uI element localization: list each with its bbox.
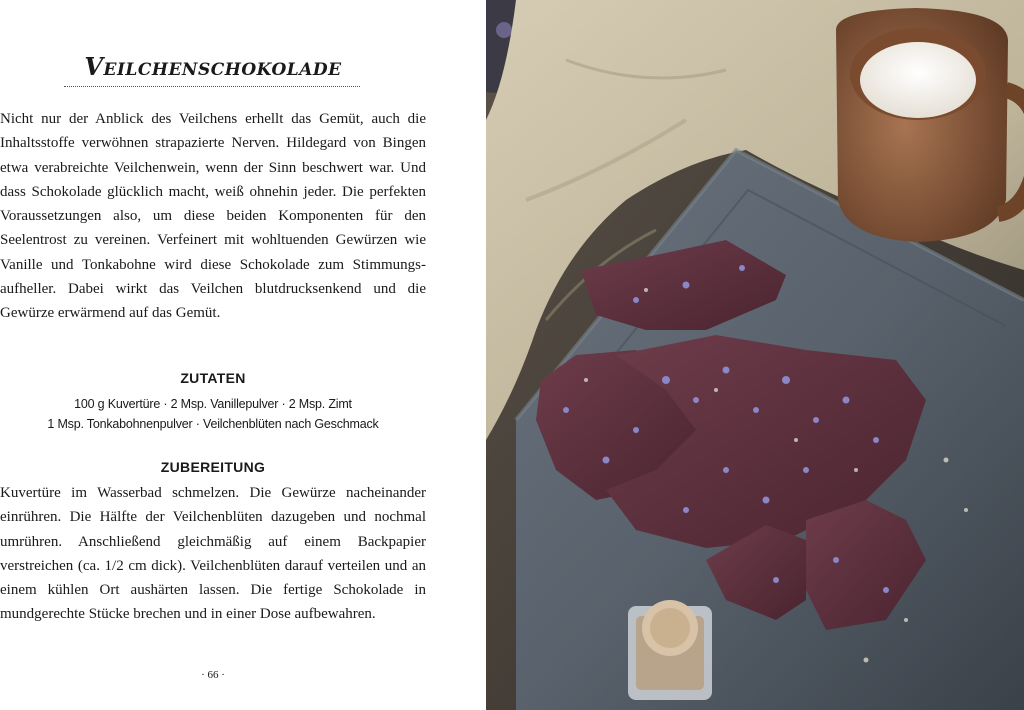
chocolate-photo	[486, 0, 1024, 710]
text-page	[0, 0, 486, 710]
page-number: · 66 ·	[201, 669, 225, 681]
ingredients-heading: ZUTATEN	[180, 370, 246, 386]
milk	[860, 42, 976, 118]
spice-jar	[628, 600, 712, 700]
page-title: Veilchenschokolade	[84, 52, 342, 81]
photo-illustration	[486, 0, 1024, 710]
title-divider	[64, 86, 360, 87]
preparation-heading: ZUBEREITUNG	[160, 459, 266, 475]
ingredients-line-2: 1 Msp. Tonkabohnenpulver · Veilchenblüten nach Geschmack	[47, 417, 379, 431]
ingredients-line-1: 100 g Kuvertüre · 2 Msp. Vanillepulver · 2 Msp. Zimt	[74, 397, 352, 411]
milk-mug	[836, 8, 1024, 242]
intro-paragraph: Nicht nur der Anblick des Veilchens erhellt das Gemüt, auch die Inhaltsstoffe verwöhnen strapazierte Nerven. Hildegard von Bingen etwa verabreichte Veilchenwein, wenn der Sinn beschwert war. Und dass Schokolade glücklich macht, weiß ohnehin jeder. Die perfekten Voraussetzungen also, um diese beiden Komponenten für den Seelentrost zu vereinen. Verfeinert mit wohltuenden Gewürzen wie Vanille und Tonkabohne wird diese Schokolade zum Stimmungsaufheller. Dabei wirkt das Veilchen blutdrucksenkend und die Gewürze erwärmend auf das Gemüt.	[0, 111, 426, 322]
preparation-paragraph: Kuvertüre im Wasserbad schmelzen. Die Gewürze nacheinander einrühren. Die Hälfte der Veilchenblüten dazugeben und nochmal umrühren. Anschließend gleichmäßig auf einem Backpapier verstreichen (ca. 1/2 cm dick). Veilchenblüten darauf verteilen und an einem kühlen Ort aushärten lassen. Die fertige Schokolade in mundgerechte Stücke brechen und in einer Dose aufbewahren.	[0, 485, 426, 623]
